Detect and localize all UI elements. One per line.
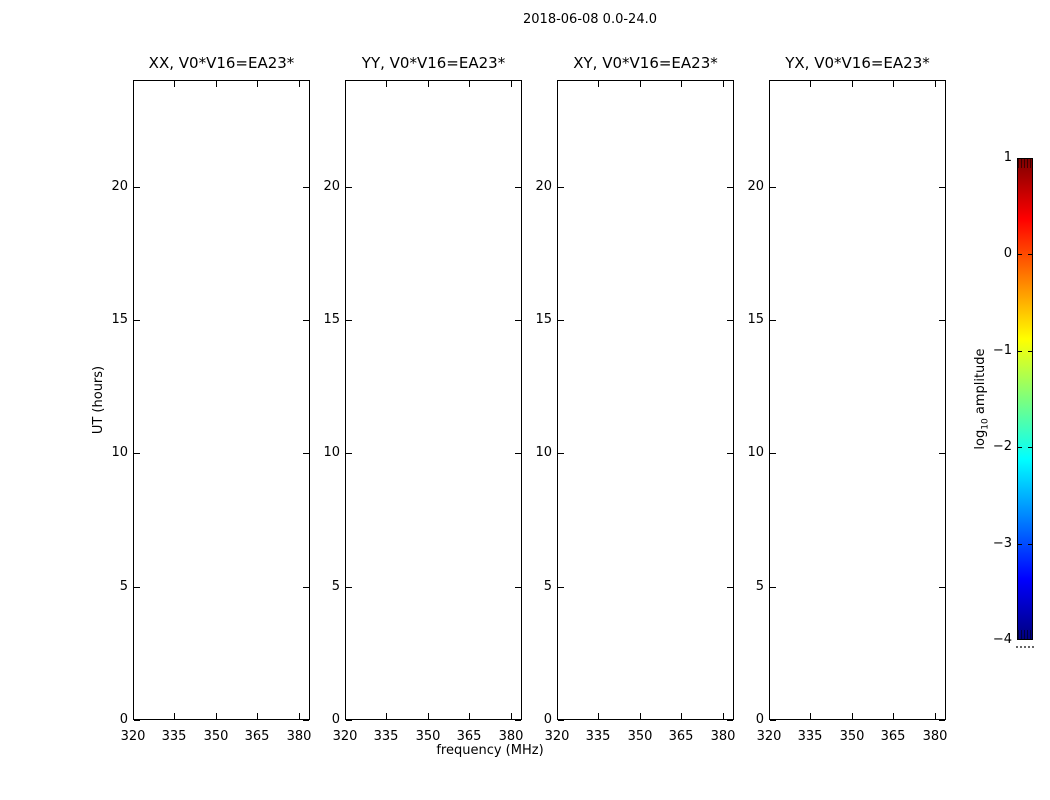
y-tick-label: 10 [747, 445, 764, 460]
x-tick-label: 350 [203, 729, 229, 744]
x-tick-mark [723, 713, 724, 719]
y-tick-mark [346, 187, 352, 188]
x-tick-label: 380 [286, 729, 312, 744]
x-tick-mark [557, 81, 558, 87]
x-tick-mark [216, 81, 217, 87]
y-tick-mark [346, 720, 352, 721]
x-tick-mark [810, 713, 811, 719]
x-tick-label: 365 [456, 729, 482, 744]
subplot-title-yy: YY, V0*V16=EA23* [361, 54, 506, 72]
x-tick-mark [174, 713, 175, 719]
y-tick-mark [558, 453, 564, 454]
x-tick-mark [598, 713, 599, 719]
x-tick-mark [723, 81, 724, 87]
x-tick-mark [852, 713, 853, 719]
colorbar-tick-mark [1018, 351, 1022, 352]
y-tick-mark [770, 320, 776, 321]
y-tick-mark [939, 587, 945, 588]
x-tick-mark [893, 713, 894, 719]
x-tick-mark [681, 81, 682, 87]
subplot-title-xx: XX, V0*V16=EA23* [148, 54, 295, 72]
y-tick-mark [134, 187, 140, 188]
x-tick-mark [511, 81, 512, 87]
colorbar-tick-label: −4 [992, 632, 1012, 647]
y-tick-mark [134, 720, 140, 721]
y-tick-label: 5 [331, 579, 340, 594]
x-tick-mark [345, 81, 346, 87]
x-tick-label: 320 [544, 729, 570, 744]
x-tick-mark [386, 713, 387, 719]
subplot-xx [133, 80, 310, 720]
x-tick-label: 320 [120, 729, 146, 744]
y-tick-label: 15 [747, 312, 764, 327]
subplot-title-xy: XY, V0*V16=EA23* [573, 54, 718, 72]
y-tick-label: 5 [543, 579, 552, 594]
y-tick-label: 20 [111, 179, 128, 194]
y-tick-mark [939, 453, 945, 454]
x-tick-mark [852, 81, 853, 87]
x-tick-mark [511, 713, 512, 719]
y-tick-label: 20 [535, 179, 552, 194]
subplot-xy [557, 80, 734, 720]
colorbar-tick-mark [1018, 447, 1022, 448]
x-tick-label: 380 [498, 729, 524, 744]
y-tick-mark [134, 320, 140, 321]
colorbar-tick-label: −3 [992, 536, 1012, 551]
y-tick-label: 15 [535, 312, 552, 327]
x-tick-label: 365 [880, 729, 906, 744]
x-tick-label: 350 [839, 729, 865, 744]
y-tick-mark [346, 587, 352, 588]
y-tick-mark [346, 453, 352, 454]
x-tick-mark [935, 81, 936, 87]
x-tick-mark [469, 81, 470, 87]
y-tick-label: 5 [119, 579, 128, 594]
x-tick-label: 335 [161, 729, 187, 744]
x-tick-label: 335 [585, 729, 611, 744]
y-tick-label: 5 [755, 579, 764, 594]
x-tick-mark [257, 81, 258, 87]
colorbar-tick-label: 0 [1003, 246, 1012, 261]
x-tick-mark [257, 713, 258, 719]
x-tick-mark [386, 81, 387, 87]
y-tick-label: 0 [543, 712, 552, 727]
colorbar-tick-mark [1028, 254, 1032, 255]
y-tick-label: 10 [323, 445, 340, 460]
x-tick-label: 320 [332, 729, 358, 744]
y-tick-label: 0 [331, 712, 340, 727]
x-tick-mark [133, 81, 134, 87]
colorbar-tick-mark [1028, 544, 1032, 545]
y-tick-mark [558, 320, 564, 321]
x-tick-mark [428, 713, 429, 719]
x-tick-mark [598, 81, 599, 87]
x-tick-mark [640, 713, 641, 719]
subplot-yy [345, 80, 522, 720]
x-tick-label: 380 [710, 729, 736, 744]
x-tick-mark [345, 713, 346, 719]
y-tick-mark [939, 720, 945, 721]
x-tick-mark [469, 713, 470, 719]
colorbar-label-suffix: amplitude [973, 348, 988, 419]
subplot-yx [769, 80, 946, 720]
x-axis-label: frequency (MHz) [436, 743, 544, 758]
x-tick-mark [174, 81, 175, 87]
y-tick-mark [770, 453, 776, 454]
y-tick-mark [346, 320, 352, 321]
x-tick-label: 380 [922, 729, 948, 744]
figure-title: 2018-06-08 0.0-24.0 [523, 12, 657, 27]
subplot-title-yx: YX, V0*V16=EA23* [785, 54, 930, 72]
colorbar-tick-label: −1 [992, 343, 1012, 358]
colorbar-tick-mark [1018, 254, 1022, 255]
x-tick-label: 320 [756, 729, 782, 744]
y-tick-label: 10 [111, 445, 128, 460]
y-tick-label: 20 [323, 179, 340, 194]
y-tick-label: 0 [119, 712, 128, 727]
y-tick-label: 20 [747, 179, 764, 194]
x-tick-mark [640, 81, 641, 87]
colorbar-tick-mark [1028, 351, 1032, 352]
y-tick-mark [770, 187, 776, 188]
colorbar-tick-label: 1 [1003, 150, 1012, 165]
x-tick-mark [133, 713, 134, 719]
y-tick-label: 0 [755, 712, 764, 727]
x-tick-label: 350 [415, 729, 441, 744]
x-tick-mark [810, 81, 811, 87]
y-tick-mark [558, 187, 564, 188]
y-tick-mark [770, 720, 776, 721]
colorbar-tick-mark [1028, 447, 1032, 448]
y-tick-mark [134, 453, 140, 454]
x-tick-mark [299, 713, 300, 719]
colorbar-end-hatch [1018, 630, 1032, 639]
x-tick-label: 350 [627, 729, 653, 744]
x-tick-label: 365 [244, 729, 270, 744]
y-tick-mark [558, 720, 564, 721]
colorbar-under-dots [1016, 646, 1034, 648]
x-tick-label: 335 [373, 729, 399, 744]
y-tick-label: 15 [111, 312, 128, 327]
colorbar [1017, 158, 1033, 640]
x-tick-mark [428, 81, 429, 87]
y-axis-label: UT (hours) [91, 365, 106, 435]
colorbar-label-subscript: 10 [980, 418, 991, 430]
y-tick-mark [939, 187, 945, 188]
colorbar-tick-label: −2 [992, 439, 1012, 454]
y-tick-mark [939, 320, 945, 321]
x-tick-label: 365 [668, 729, 694, 744]
x-tick-mark [557, 713, 558, 719]
y-tick-mark [770, 587, 776, 588]
x-tick-mark [769, 713, 770, 719]
y-tick-mark [134, 587, 140, 588]
x-tick-mark [216, 713, 217, 719]
x-tick-mark [935, 713, 936, 719]
y-tick-mark [558, 587, 564, 588]
x-tick-mark [681, 713, 682, 719]
colorbar-end-hatch [1018, 159, 1032, 168]
y-tick-label: 10 [535, 445, 552, 460]
x-tick-label: 335 [797, 729, 823, 744]
colorbar-label-prefix: log [973, 429, 988, 450]
x-tick-mark [893, 81, 894, 87]
colorbar-tick-mark [1018, 544, 1022, 545]
x-tick-mark [299, 81, 300, 87]
x-tick-mark [769, 81, 770, 87]
y-tick-label: 15 [323, 312, 340, 327]
